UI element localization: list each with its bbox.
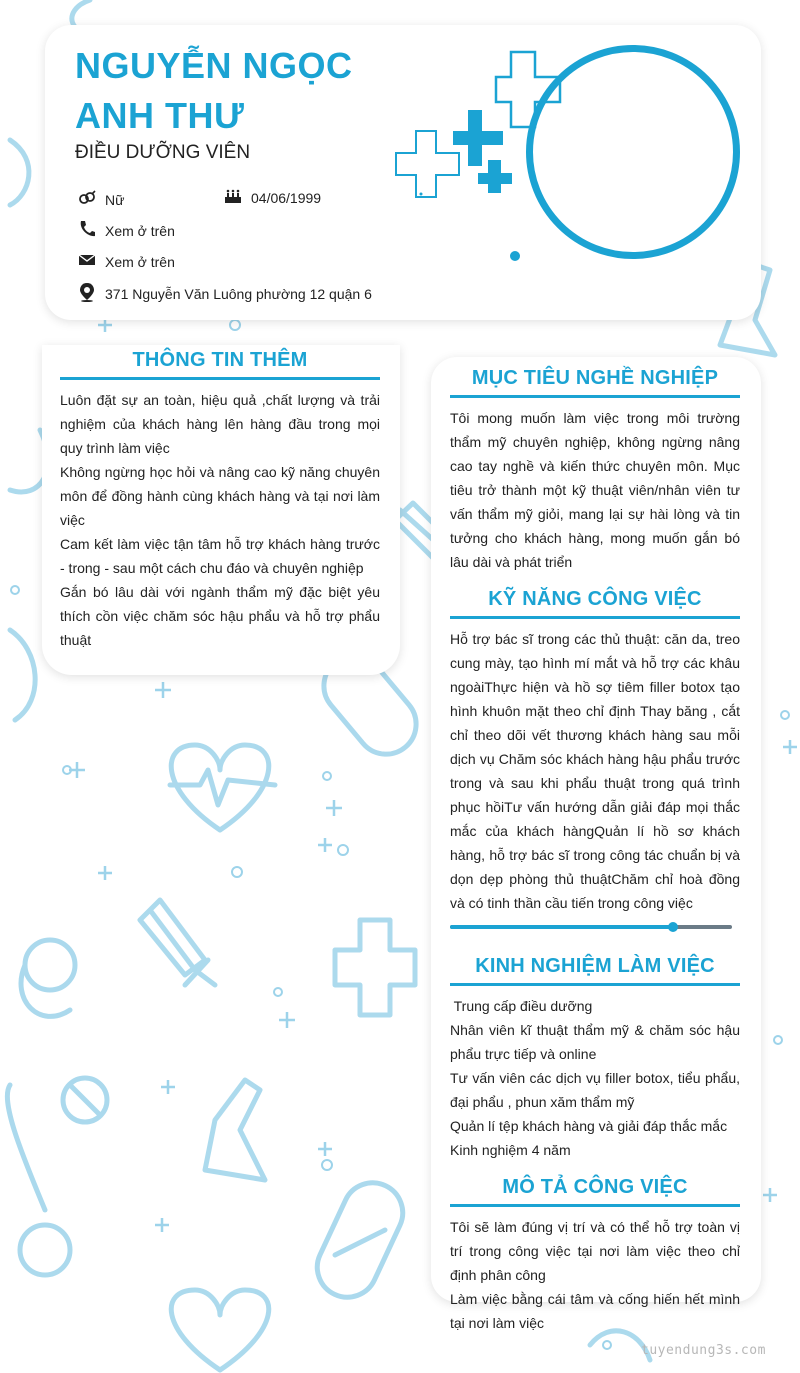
address-value: 371 Nguyễn Văn Luông phường 12 quận 6 — [105, 285, 372, 302]
location-pin-icon — [78, 282, 105, 305]
profile-header-card — [45, 25, 761, 320]
skills-text: Hỗ trợ bác sĩ trong các thủ thuật: căn da, treo cung mày, tạo hình mí mắt và hỗ trợ các khâu ngoàiThực hiện và hồ sợ tiêm filler botox tạo hình khuôn mặt theo chỉ định Thay băng , cắt chỉ theo dõi vết thương khách hàng sau mỗi dịch vụ Chăm sóc khách hàng hậu phẩu trước trong và sau khi phẩu thuật trong quá trình phục hồiTư vấn hướng dẫn giải đáp mọi thắc mắc của khách hàngQuản lí hồ sơ khách hàng, hỗ trợ bác sĩ trong công tác chuẩn bị và dọn dẹp phòng thủ thuậtChăm chỉ hoà đồng và có tinh thần cầu tiến trong công việc — [450, 631, 740, 911]
section-title-additional-info: THÔNG TIN THÊM — [60, 349, 380, 380]
email-value: Xem ở trên — [105, 253, 175, 270]
experience-line: Tư vấn viên các dịch vụ filler botox, tiểu phẩu, đại phẩu , phun xăm thẩm mỹ — [450, 1070, 740, 1110]
gender-row — [78, 189, 124, 210]
section-title-skills: KỸ NĂNG CÔNG VIỆC — [450, 588, 740, 619]
section-title-job-description: MÔ TẢ CÔNG VIỆC — [450, 1176, 740, 1207]
section-title-objective: MỤC TIÊU NGHỀ NGHIỆP — [450, 367, 740, 398]
experience-line: Quản lí tệp khách hàng và giải đáp thắc mắc — [450, 1118, 728, 1134]
skill-level-fill — [450, 925, 673, 929]
job-title: ĐIỀU DƯỠNG VIÊN — [75, 142, 251, 163]
job-description-section — [450, 1176, 740, 1335]
watermark: tuyendung3s.com — [641, 1343, 766, 1358]
experience-line: Kinh nghiệm 4 năm — [450, 1142, 571, 1158]
additional-info-line: Cam kết làm việc tận tâm hỗ trợ khách hàng trước - trong - sau một cách chu đáo và chuyên nghiệp — [60, 536, 380, 576]
gender-icon — [78, 189, 105, 210]
job-description-line: Tôi sẽ làm đúng vị trí và có thể hỗ trợ toàn vị trí trong công việc tại nơi làm việc theo chỉ định phân công — [450, 1219, 740, 1283]
skill-level-knob — [668, 922, 678, 932]
section-title-experience: KINH NGHIỆM LÀM VIỆC — [450, 955, 740, 986]
objective-section — [450, 367, 740, 574]
job-description-line: Làm việc bằng cái tâm và cống hiến hết mình tại nơi làm việc — [450, 1291, 740, 1331]
phone-icon — [78, 220, 105, 241]
candidate-name: NGUYỄN NGỌC ANH THƯ — [75, 45, 353, 136]
avatar-placeholder — [526, 45, 740, 259]
experience-line: Trung cấp điều dưỡng — [450, 998, 593, 1014]
skill-level-bar — [450, 925, 732, 929]
career-details-card — [431, 357, 761, 1331]
additional-info-line: Luôn đặt sự an toàn, hiệu quả ,chất lượng và trải nghiệm của khách hàng lên hàng đầu trong mọi quy trình làm việc — [60, 392, 380, 456]
birthday-row — [224, 187, 321, 208]
additional-info-line: Gắn bó lâu dài với ngành thẩm mỹ đặc biệt yêu thích cồn việc chăm sóc hậu phẩu và hỗ trợ phẩu thuật — [60, 584, 380, 648]
birthday-value: 04/06/1999 — [251, 189, 322, 206]
phone-value: Xem ở trên — [105, 222, 175, 239]
email-row — [78, 251, 175, 272]
experience-line: Nhân viên kĩ thuật thẩm mỹ & chăm sóc hậu phẩu trực tiếp và online — [450, 1022, 740, 1062]
gender-value: Nữ — [105, 191, 125, 208]
objective-text: Tôi mong muốn làm việc trong môi trường thẩm mỹ chuyên nghiệp, không ngừng nâng cao tay nghề và kiến thức chuyên môn. Mục tiêu trở thành một kỹ thuật viên/nhân viên tư vấn thẩm mỹ giỏi, mang lại sự hài lòng và tin tưởng cho khách hàng, mong muốn gắn bó lâu dài và phát triển — [450, 410, 740, 570]
address-row — [78, 282, 372, 305]
phone-row — [78, 220, 175, 241]
experience-section — [450, 955, 740, 1162]
email-icon — [78, 251, 105, 272]
skills-section — [450, 588, 740, 929]
birthday-cake-icon — [224, 187, 251, 208]
additional-info-card — [42, 345, 400, 675]
additional-info-line: Không ngừng học hỏi và nâng cao kỹ năng chuyên môn để đồng hành cùng khách hàng và tại nơi làm việc — [60, 464, 380, 528]
